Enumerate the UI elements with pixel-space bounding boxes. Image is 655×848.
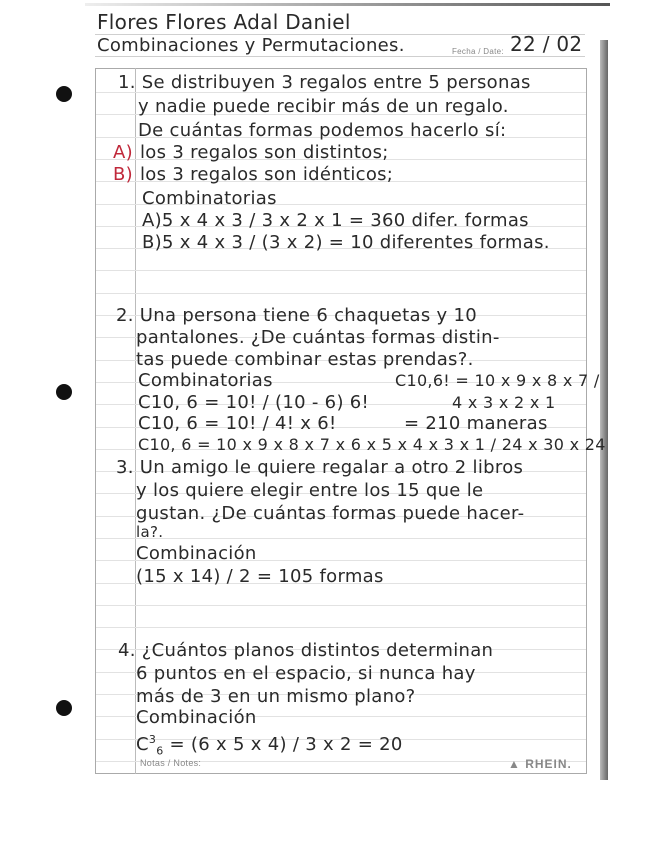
q1-b-marker: B)	[113, 164, 133, 185]
q3-answer: (15 x 14) / 2 = 105 formas	[136, 566, 384, 587]
q1-answer: A)5 x 4 x 3 / 3 x 2 x 1 = 360 difer. formas	[142, 210, 529, 231]
date-label: Fecha / Date:	[452, 47, 504, 56]
q2-work-right: C10,6! = 10 x 9 x 8 x 7 /	[395, 371, 600, 390]
q2-work-right: 4 x 3 x 2 x 1	[452, 393, 556, 412]
q1-line: y nadie puede recibir más de un regalo.	[138, 96, 509, 117]
q4-line: 6 puntos en el espacio, si nunca hay	[136, 663, 476, 684]
binder-hole	[56, 86, 72, 102]
q3-line: la?.	[136, 523, 164, 541]
notes-label: Notas / Notes:	[140, 758, 202, 768]
ruled-line	[96, 605, 586, 606]
date-value: 22 / 02	[510, 32, 583, 56]
q1-answer: Combinatorias	[142, 188, 277, 209]
q2-work: C10, 6 = 10 x 9 x 8 x 7 x 6 x 5 x 4 x 3 x 1 / 24 x 30 x 24	[138, 435, 606, 454]
q4-sub: 6	[156, 744, 164, 758]
q1-line: 1. Se distribuyen 3 regalos entre 5 personas	[118, 72, 531, 93]
q2-work: C10, 6 = 10! / (10 - 6) 6!	[138, 392, 370, 413]
q1-b-text: los 3 regalos son idénticos;	[140, 164, 394, 185]
q4-line: 4. ¿Cuántos planos distintos determinan	[118, 640, 494, 661]
ruled-line	[96, 293, 586, 294]
q2-line: pantalones. ¿De cuántas formas distin-	[136, 327, 500, 348]
q4-answer-rest: = (6 x 5 x 4) / 3 x 2 = 20	[169, 734, 403, 755]
page-shadow	[600, 40, 608, 780]
q1-a-text: los 3 regalos son distintos;	[140, 142, 389, 163]
topic-title: Combinaciones y Permutaciones.	[97, 35, 405, 56]
q4-c: C	[136, 734, 149, 755]
q2-work-right: = 210 maneras	[404, 413, 548, 434]
q1-line: De cuántas formas podemos hacerlo sí:	[138, 120, 507, 141]
q4-line: más de 3 en un mismo plano?	[136, 686, 416, 707]
q3-line: 3. Un amigo le quiere regalar a otro 2 libros	[116, 457, 524, 478]
binder-hole	[56, 700, 72, 716]
q3-line: gustan. ¿De cuántas formas puede hacer-	[136, 503, 525, 524]
brand-logo: ▲ RHEIN.	[508, 757, 572, 771]
q4-answer-label: Combinación	[136, 707, 257, 728]
q2-work: Combinatorias	[138, 370, 273, 391]
student-name: Flores Flores Adal Daniel	[97, 10, 351, 34]
q3-line: y los quiere elegir entre los 15 que le	[136, 480, 484, 501]
q4-sup: 3	[148, 733, 157, 746]
brand-text: RHEIN.	[525, 757, 572, 771]
page-edge	[85, 3, 610, 6]
q1-answer: B)5 x 4 x 3 / (3 x 2) = 10 diferentes formas.	[142, 232, 550, 253]
ruled-line	[96, 538, 586, 539]
q3-answer: Combinación	[136, 543, 257, 564]
binder-hole	[56, 384, 72, 400]
q2-work: C10, 6 = 10! / 4! x 6!	[138, 413, 337, 434]
q2-line: tas puede combinar estas prendas?.	[136, 349, 474, 370]
q2-line: 2. Una persona tiene 6 chaquetas y 10	[116, 305, 478, 326]
q1-a-marker: A)	[113, 142, 133, 163]
ruled-line	[96, 270, 586, 271]
ruled-line	[96, 627, 586, 628]
